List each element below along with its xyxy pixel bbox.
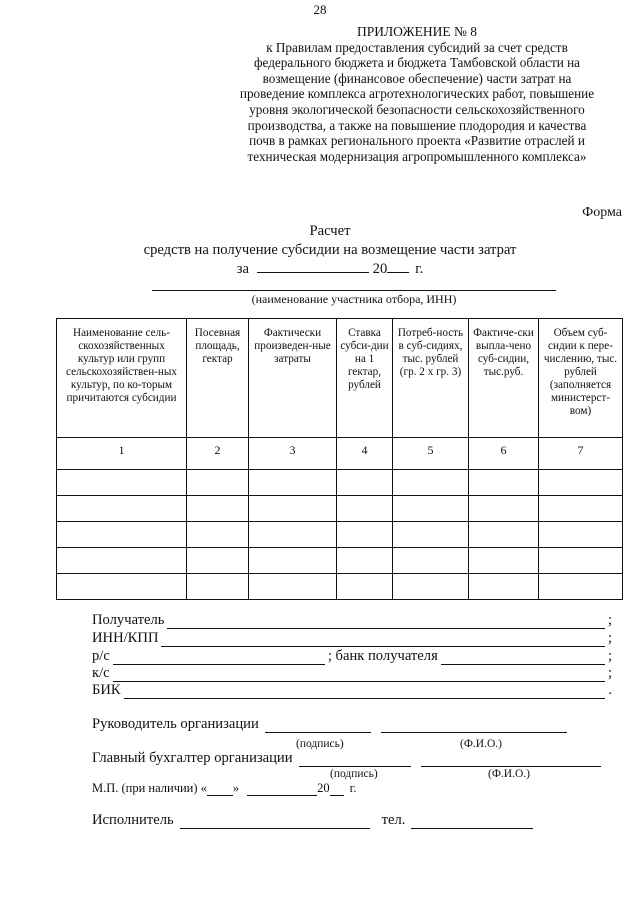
phone-field[interactable] [411, 816, 533, 829]
table-cell[interactable] [337, 574, 393, 600]
table-cell[interactable] [57, 470, 187, 496]
stamp-close: » [232, 781, 240, 795]
table-cell[interactable] [469, 574, 539, 600]
period-date-field[interactable] [257, 260, 369, 273]
table-header-row [57, 319, 623, 438]
column-number: 2 [187, 438, 249, 470]
stamp-year: 20 [317, 781, 330, 795]
column-header: Ставка субси-дии на 1 гектар, рублей [337, 319, 393, 438]
table-cell[interactable] [187, 548, 249, 574]
column-header: Объем суб-сидии к пере-числению, тыс. рублей (заполняется министерст-вом) [539, 319, 623, 438]
inn-kpp-field[interactable] [161, 634, 604, 647]
table-cell[interactable] [469, 548, 539, 574]
head-label: Руководитель организации [92, 716, 259, 732]
period-year: 20 [372, 261, 388, 277]
period-year-field[interactable] [387, 260, 409, 273]
period-mark: . [608, 682, 612, 698]
table-cell[interactable] [469, 496, 539, 522]
table-cell[interactable] [393, 470, 469, 496]
table-cell[interactable] [57, 522, 187, 548]
table-cell[interactable] [539, 470, 623, 496]
column-header: Фактиче-ски выпла-чено суб-сидии, тыс.руб. [469, 319, 539, 438]
table-row [57, 470, 623, 496]
annex-line: почв в рамках регионального проекта «Развитие отраслей и [249, 133, 585, 149]
table-cell[interactable] [337, 496, 393, 522]
name-caption: (Ф.И.О.) [460, 738, 502, 750]
table-cell[interactable] [57, 496, 187, 522]
table-cell[interactable] [393, 496, 469, 522]
stamp-day-field[interactable] [207, 783, 233, 796]
head-signature-row [92, 716, 567, 733]
document-title [90, 222, 570, 279]
calculation-table [56, 318, 623, 600]
table-row [57, 574, 623, 600]
table-cell[interactable] [187, 496, 249, 522]
table-row [57, 522, 623, 548]
column-number: 6 [469, 438, 539, 470]
table-cell[interactable] [469, 470, 539, 496]
annex-line: техническая модернизация агропромышленного комплекса» [247, 148, 587, 164]
table-cell[interactable] [337, 548, 393, 574]
column-header: Фактически произведен-ные затраты [249, 319, 337, 438]
table-cell[interactable] [57, 574, 187, 600]
annex-block [232, 24, 602, 164]
column-header: Потреб-ность в суб-сидиях, тыс. рублей (гр. 2 х гр. 3) [393, 319, 469, 438]
account-label: р/с [92, 648, 110, 664]
semicolon: ; [607, 648, 612, 664]
column-header: Посевная площадь, гектар [187, 319, 249, 438]
table-cell[interactable] [249, 470, 337, 496]
semicolon: ; [607, 612, 612, 628]
recipient-row [92, 612, 612, 629]
table-cell[interactable] [539, 496, 623, 522]
page-number: 28 [313, 2, 327, 17]
executor-label: Исполнитель [92, 812, 174, 828]
stamp-suffix: г. [349, 781, 357, 795]
table-cell[interactable] [393, 574, 469, 600]
accountant-label: Главный бухгалтер организации [92, 750, 293, 766]
recipient-field[interactable] [167, 616, 604, 629]
annex-line: уровня экологической безопасности сельскохозяйственного [249, 101, 585, 117]
column-number: 7 [539, 438, 623, 470]
bik-label: БИК [92, 682, 121, 698]
accountant-signature-field[interactable] [299, 754, 411, 767]
org-name-field[interactable] [152, 290, 556, 291]
bik-row [92, 682, 612, 699]
recipient-label: Получатель [92, 612, 165, 628]
table-cell[interactable] [249, 548, 337, 574]
table-cell[interactable] [187, 470, 249, 496]
table-cell[interactable] [539, 548, 623, 574]
inn-kpp-row [92, 630, 612, 647]
table-cell[interactable] [337, 470, 393, 496]
table-cell[interactable] [337, 522, 393, 548]
signature-caption: (подпись) [330, 768, 378, 780]
account-field[interactable] [113, 652, 325, 665]
corr-account-label: к/с [92, 665, 110, 681]
bank-field[interactable] [441, 652, 605, 665]
annex-line: производства, а также на повышение плодородия и качества [247, 117, 587, 133]
semicolon: ; [607, 630, 612, 646]
table-cell[interactable] [469, 522, 539, 548]
accountant-signature-row [92, 750, 601, 767]
title-line-2: средств на получение субсидии на возмещение части затрат [143, 242, 517, 258]
column-number: 3 [249, 438, 337, 470]
period-row [90, 260, 570, 279]
table-cell[interactable] [249, 574, 337, 600]
inn-kpp-label: ИНН/КПП [92, 630, 159, 646]
bik-field[interactable] [124, 686, 606, 699]
period-prefix: за [236, 261, 249, 277]
period-suffix: г. [415, 261, 424, 277]
table-cell[interactable] [539, 574, 623, 600]
phone-label: тел. [381, 812, 406, 828]
table-cell[interactable] [539, 522, 623, 548]
semicolon: ; [607, 665, 612, 681]
column-number-row [57, 438, 623, 470]
stamp-label: М.П. (при наличии) « [92, 781, 207, 795]
column-header: Наименование сель-скохозяйственных культур или групп сельскохозяйствен-ных культур, по ко-торым причитаются субсидии [57, 319, 187, 438]
name-caption: (Ф.И.О.) [488, 768, 530, 780]
table-cell[interactable] [57, 548, 187, 574]
corr-account-field[interactable] [113, 669, 605, 682]
annex-line: проведение комплекса агротехнологических работ, повышение [239, 86, 595, 102]
bank-label: ; банк получателя [327, 648, 438, 664]
stamp-row [92, 781, 357, 796]
stamp-month-field[interactable] [247, 783, 317, 796]
table-cell[interactable] [187, 574, 249, 600]
head-signature-field[interactable] [265, 720, 371, 733]
executor-field[interactable] [180, 816, 370, 829]
table-cell[interactable] [393, 522, 469, 548]
annex-line: к Правилам предоставления субсидий за счет средств [266, 39, 568, 55]
title-line-1: Расчет [309, 223, 351, 239]
form-label: Форма [582, 205, 622, 220]
annex-line: возмещение (финансовое обеспечение) части затрат на [262, 70, 572, 86]
table-cell[interactable] [249, 496, 337, 522]
column-number: 4 [337, 438, 393, 470]
table-cell[interactable] [393, 548, 469, 574]
column-number: 1 [57, 438, 187, 470]
head-name-field[interactable] [381, 720, 567, 733]
table-cell[interactable] [249, 522, 337, 548]
accountant-name-field[interactable] [421, 754, 601, 767]
table-cell[interactable] [187, 522, 249, 548]
table-row [57, 496, 623, 522]
org-caption: (наименование участника отбора, ИНН) [251, 292, 457, 306]
signature-caption: (подпись) [296, 738, 344, 750]
corr-account-row [92, 665, 612, 682]
stamp-year-field[interactable] [330, 783, 344, 796]
annex-line: федерального бюджета и бюджета Тамбовской области на [253, 55, 581, 71]
table-row [57, 548, 623, 574]
column-number: 5 [393, 438, 469, 470]
annex-heading: ПРИЛОЖЕНИЕ № 8 [356, 24, 478, 39]
executor-row [92, 812, 533, 829]
account-row [92, 648, 612, 665]
